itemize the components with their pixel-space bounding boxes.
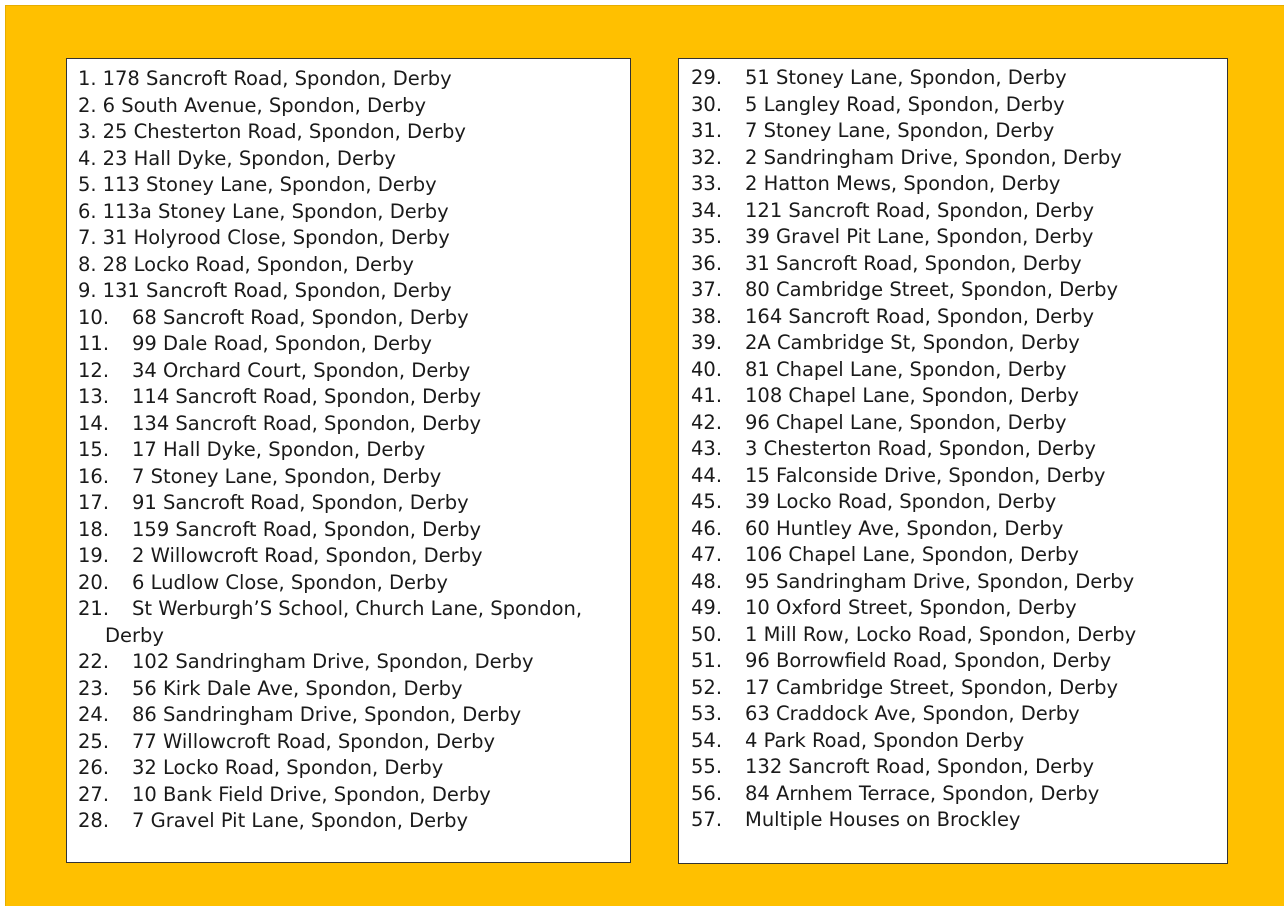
address-text: 121 Sancroft Road, Spondon, Derby (745, 198, 1095, 222)
address-text: 114 Sancroft Road, Spondon, Derby (132, 385, 482, 408)
address-text-continuation: Derby (105, 623, 164, 647)
address-list-item (691, 728, 1227, 755)
address-list-item (691, 516, 1227, 543)
address-text: 17 Cambridge Street, Spondon, Derby (745, 675, 1119, 699)
address-text: 2A Cambridge St, Spondon, Derby (745, 331, 1080, 354)
address-list-item (78, 570, 630, 597)
address-list-item (78, 543, 630, 570)
address-number: 56. (691, 781, 723, 805)
address-list-item (78, 649, 630, 676)
address-number: 26. (78, 756, 110, 779)
address-text: 32 Locko Road, Spondon, Derby (132, 756, 444, 779)
address-text: 39 Locko Road, Spondon, Derby (745, 490, 1057, 513)
address-number: 10. (78, 305, 110, 329)
address-list-item (691, 595, 1227, 622)
address-number: 50. (691, 622, 723, 646)
address-number: 45. (691, 490, 723, 513)
address-number: 57. (691, 808, 723, 831)
address-number: 3. (78, 120, 97, 143)
address-list-item (691, 754, 1227, 781)
address-list-item (691, 383, 1227, 410)
address-number: 23. (78, 676, 110, 700)
address-list-item (691, 198, 1227, 225)
address-list-item (691, 330, 1227, 357)
address-number: 44. (691, 463, 723, 487)
address-number: 32. (691, 145, 723, 169)
address-text: 164 Sancroft Road, Spondon, Derby (745, 304, 1095, 328)
address-list-item (691, 781, 1227, 808)
address-number: 52. (691, 675, 723, 699)
address-number: 39. (691, 331, 723, 354)
address-number: 18. (78, 517, 110, 541)
address-number: 35. (691, 225, 723, 248)
address-list-item (78, 411, 630, 438)
address-list-item (78, 146, 630, 173)
address-list-item (691, 277, 1227, 304)
address-list-item (78, 596, 598, 649)
address-list-item (78, 702, 630, 729)
address-text: 25 Chesterton Road, Spondon, Derby (102, 120, 466, 143)
address-list-item (78, 225, 630, 252)
address-number: 21. (78, 597, 110, 620)
address-list-item (78, 252, 630, 279)
address-number: 28. (78, 809, 110, 832)
address-number: 8. (78, 252, 97, 276)
address-list-item (691, 251, 1227, 278)
address-list-item (691, 569, 1227, 596)
address-text: 80 Cambridge Street, Spondon, Derby (745, 278, 1119, 301)
address-list-item (691, 171, 1227, 198)
address-text: 2 Willowcroft Road, Spondon, Derby (132, 544, 483, 567)
address-text: 63 Craddock Ave, Spondon, Derby (745, 702, 1080, 725)
address-text: St Werburgh’S School, Church Lane, Spondon, (132, 597, 583, 620)
address-list-item (78, 66, 630, 93)
address-number: 37. (691, 278, 723, 301)
address-text: 108 Chapel Lane, Spondon, Derby (745, 384, 1079, 407)
address-number: 9. (78, 279, 97, 302)
address-number: 43. (691, 437, 723, 460)
address-number: 27. (78, 782, 110, 806)
address-list-item (691, 701, 1227, 728)
address-text: 17 Hall Dyke, Spondon, Derby (132, 438, 426, 461)
address-list-item (78, 729, 630, 756)
address-number: 54. (691, 728, 723, 752)
address-number: 16. (78, 464, 110, 488)
address-text: 5 Langley Road, Spondon, Derby (745, 92, 1065, 116)
address-text: 95 Sandringham Drive, Spondon, Derby (745, 569, 1135, 593)
address-list-item (78, 782, 630, 809)
address-list-item (691, 304, 1227, 331)
address-number: 40. (691, 357, 723, 381)
address-number: 24. (78, 703, 110, 726)
address-number: 51. (691, 649, 723, 672)
address-list-item (78, 384, 630, 411)
address-list-item (691, 92, 1227, 119)
address-text: 102 Sandringham Drive, Spondon, Derby (132, 650, 534, 673)
address-list-item (691, 224, 1227, 251)
address-number: 53. (691, 702, 723, 725)
address-number: 20. (78, 570, 110, 594)
address-number: 42. (691, 410, 723, 434)
address-number: 48. (691, 569, 723, 593)
address-number: 36. (691, 251, 723, 275)
address-number: 25. (78, 729, 110, 753)
address-number: 2. (78, 93, 97, 117)
address-list-item (78, 517, 630, 544)
address-text: 7 Gravel Pit Lane, Spondon, Derby (132, 809, 469, 832)
address-text: 96 Chapel Lane, Spondon, Derby (745, 410, 1067, 434)
address-list-item (78, 119, 630, 146)
address-list-item (691, 145, 1227, 172)
address-number: 38. (691, 304, 723, 328)
address-list-item (78, 464, 630, 491)
address-number: 49. (691, 596, 723, 619)
address-text: 6 South Avenue, Spondon, Derby (102, 93, 426, 117)
address-list-item (78, 490, 630, 517)
address-list-item (78, 331, 630, 358)
address-list-item (78, 305, 630, 332)
address-list-item (691, 357, 1227, 384)
address-number: 41. (691, 384, 723, 407)
address-number: 11. (78, 332, 110, 355)
address-list-item (78, 676, 630, 703)
address-text: 113a Stoney Lane, Spondon, Derby (102, 199, 449, 223)
address-number: 55. (691, 755, 723, 778)
address-text: 31 Holyrood Close, Spondon, Derby (102, 226, 450, 249)
address-list-item (691, 118, 1227, 145)
address-number: 31. (691, 119, 723, 142)
address-list-item (78, 808, 630, 835)
address-text: 39 Gravel Pit Lane, Spondon, Derby (745, 225, 1094, 248)
address-number: 33. (691, 172, 723, 195)
address-list-item (78, 199, 630, 226)
address-number: 15. (78, 438, 110, 461)
address-text: 86 Sandringham Drive, Spondon, Derby (132, 703, 522, 726)
address-text: 134 Sancroft Road, Spondon, Derby (132, 411, 482, 435)
address-text: 113 Stoney Lane, Spondon, Derby (102, 173, 437, 196)
address-text: 51 Stoney Lane, Spondon, Derby (745, 66, 1067, 89)
address-number: 19. (78, 544, 110, 567)
address-text: 96 Borrowfield Road, Spondon, Derby (745, 649, 1112, 672)
address-text: 60 Huntley Ave, Spondon, Derby (745, 516, 1064, 540)
address-list-item (78, 755, 630, 782)
address-number: 30. (691, 92, 723, 116)
address-text: 56 Kirk Dale Ave, Spondon, Derby (132, 676, 463, 700)
address-number: 47. (691, 543, 723, 566)
address-number: 46. (691, 516, 723, 540)
address-list-item (78, 93, 630, 120)
address-list-left-panel (66, 58, 631, 863)
address-list-item (691, 410, 1227, 437)
address-text: 91 Sancroft Road, Spondon, Derby (132, 491, 469, 514)
address-number: 29. (691, 66, 723, 89)
address-text: 34 Orchard Court, Spondon, Derby (132, 358, 471, 382)
address-text: 4 Park Road, Spondon Derby (745, 728, 1025, 752)
address-number: 14. (78, 411, 110, 435)
address-text: 3 Chesterton Road, Spondon, Derby (745, 437, 1096, 460)
address-text: 10 Bank Field Drive, Spondon, Derby (132, 782, 491, 806)
address-text: 7 Stoney Lane, Spondon, Derby (132, 464, 442, 488)
page-background (5, 5, 1284, 906)
address-number: 13. (78, 385, 110, 408)
address-list-item (691, 436, 1227, 463)
address-number: 34. (691, 198, 723, 222)
address-number: 7. (78, 226, 97, 249)
address-list-item (691, 807, 1227, 834)
address-list-item (78, 278, 630, 305)
address-list-item (691, 65, 1227, 92)
address-list-right-panel (678, 58, 1228, 864)
address-text: 28 Locko Road, Spondon, Derby (102, 252, 414, 276)
address-text: 132 Sancroft Road, Spondon, Derby (745, 755, 1095, 778)
address-text: 106 Chapel Lane, Spondon, Derby (745, 543, 1079, 566)
address-list-item (78, 437, 630, 464)
address-number: 12. (78, 358, 110, 382)
address-text: 15 Falconside Drive, Spondon, Derby (745, 463, 1106, 487)
address-list-item (691, 622, 1227, 649)
address-list-item (691, 489, 1227, 516)
address-text: 7 Stoney Lane, Spondon, Derby (745, 119, 1055, 142)
address-list-item (78, 358, 630, 385)
address-number: 17. (78, 491, 110, 514)
address-text: 31 Sancroft Road, Spondon, Derby (745, 251, 1082, 275)
address-text: 99 Dale Road, Spondon, Derby (132, 332, 432, 355)
address-list-item (691, 542, 1227, 569)
address-text: 159 Sancroft Road, Spondon, Derby (132, 517, 482, 541)
address-text: 1 Mill Row, Locko Road, Spondon, Derby (745, 622, 1137, 646)
address-number: 5. (78, 173, 97, 196)
address-text: 131 Sancroft Road, Spondon, Derby (102, 279, 452, 302)
address-number: 1. (78, 67, 97, 90)
address-text: 81 Chapel Lane, Spondon, Derby (745, 357, 1067, 381)
address-text: 6 Ludlow Close, Spondon, Derby (132, 570, 448, 594)
address-list-item (78, 172, 630, 199)
address-text: 178 Sancroft Road, Spondon, Derby (102, 67, 452, 90)
address-text: 68 Sancroft Road, Spondon, Derby (132, 305, 469, 329)
address-text: 2 Sandringham Drive, Spondon, Derby (745, 145, 1122, 169)
address-number: 22. (78, 650, 110, 673)
address-number: 4. (78, 146, 97, 170)
address-number: 6. (78, 199, 97, 223)
address-text: 2 Hatton Mews, Spondon, Derby (745, 172, 1061, 195)
address-list-item (691, 675, 1227, 702)
address-text: Multiple Houses on Brockley (745, 808, 1021, 831)
address-list-item (691, 648, 1227, 675)
address-text: 84 Arnhem Terrace, Spondon, Derby (745, 781, 1100, 805)
address-text: 10 Oxford Street, Spondon, Derby (745, 596, 1077, 619)
address-text: 77 Willowcroft Road, Spondon, Derby (132, 729, 495, 753)
address-list-item (691, 463, 1227, 490)
address-text: 23 Hall Dyke, Spondon, Derby (102, 146, 396, 170)
